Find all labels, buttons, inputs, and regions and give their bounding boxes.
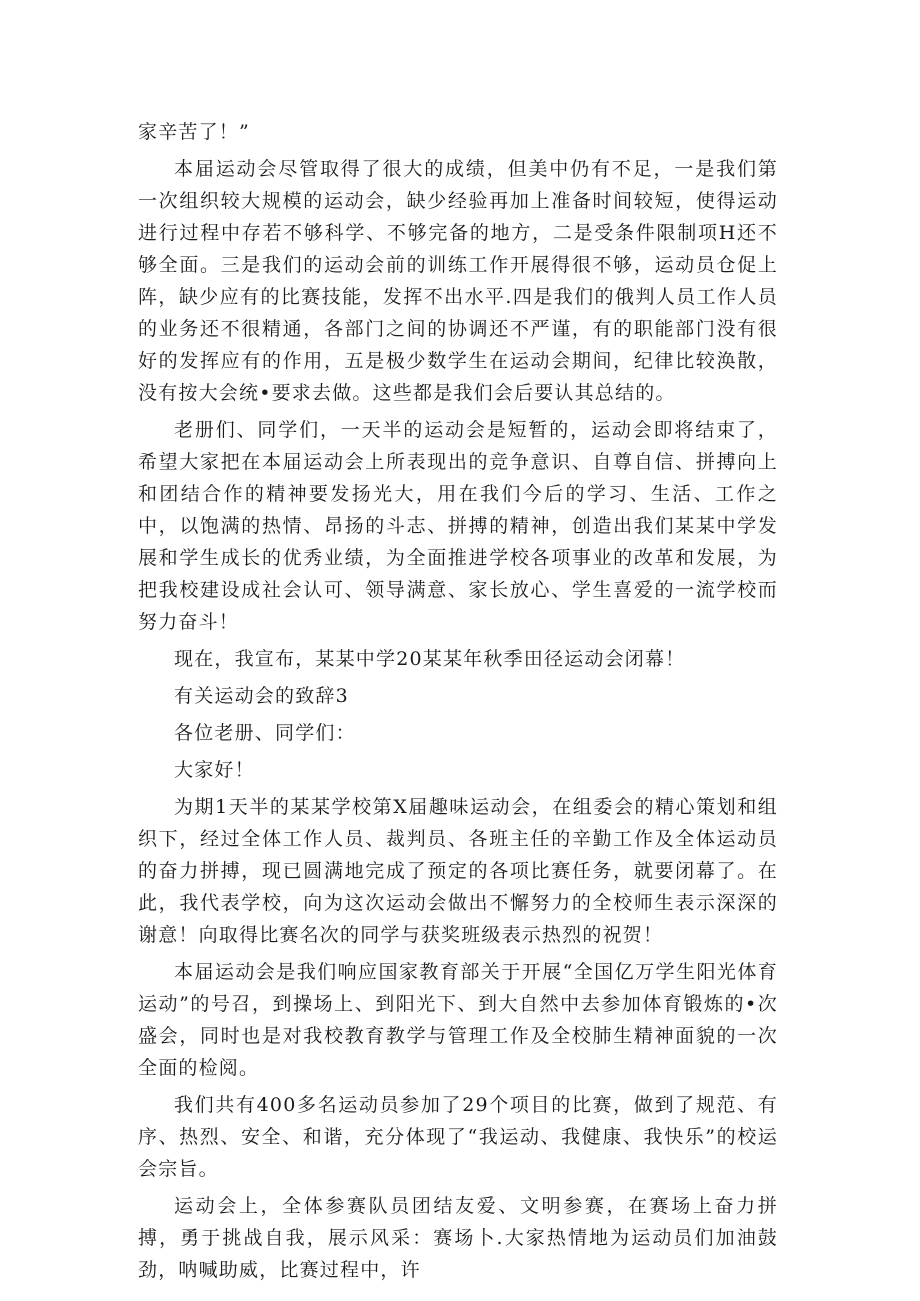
- paragraph-response: 本届运动会是我们响应国家教育部关于开展“全国亿万学生阳光体育运动”的号召，到操场上、到阳光下、到大自然中去参加体育锻炼的•次盛会，同时也是对我校教育教学与管理工作及全校肺生精神面貌的一次全面的检阅。: [138, 961, 778, 1079]
- paragraph-teamwork: 运动会上，全体参赛队员团结友爱、文明参赛，在赛场上奋力拼搏，勇于挑战自我，展示风采：赛场卜.大家热情地为运动员们加油鼓劲，呐喊助威，比赛过程中，许: [138, 1195, 778, 1281]
- greeting: 大家好！: [174, 759, 255, 781]
- paragraph-thanks: 为期1天半的某某学校第X届趣味运动会，在组委会的精心策划和组织下，经过全体工作人员、裁判员、各班主任的辛勤工作及全体运动员的奋力拼搏，现已圆满地完成了预定的各项比赛任务，就要闭幕了。在此，我代表学校，向为这次运动会做出不懈努力的全校师生表示深深的谢意！向取得比赛名次的同学与获奖班级表示热烈的祝贺！: [138, 796, 778, 946]
- salutation: 各位老册、同学们：: [174, 722, 356, 744]
- paragraph-closing-hope: 老册们、同学们，一天半的运动会是短暂的，运动会即将结束了，希望大家把在本届运动会上所表现出的竞争意识、自尊自信、拼搏向上和团结合作的精神要发扬光大，用在我们今后的学习、生活、工作之中，以饱满的热情、昂扬的斗志、拼搏的精神，创造出我们某某中学发展和学生成长的优秀业绩，为全面推进学校各项事业的改革和发展，为把我校建设成社会认可、领导满意、家长放心、学生喜爱的一流学校而努力奋斗！: [138, 419, 778, 633]
- section-heading: 有关运动会的致辞3: [174, 685, 349, 707]
- document-body: [138, 116, 778, 1286]
- paragraph-declaration: 现在，我宣布，某某中学20某某年秋季田径运动会闭幕！: [174, 648, 686, 670]
- paragraph-shortcomings: 本届运动会尽管取得了很大的成绩，但美中仍有不足，一是我们第一次组织较大规模的运动会，缺少经验再加上准备时间较短，使得运动进行过程中存若不够科学、不够完备的地方，二是受条件限制项H还不够全面。三是我们的运动会前的训练工作开展得很不够，运动员仓促上阵，缺少应有的比赛技能，发挥不出水平.四是我们的俄判人员工作人员的业务还不很精通，各部门之间的协调还不严谨，有的职能部门没有很好的发挥应有的作用，五是极少数学生在运动会期间，纪律比较涣散，没有按大会统•要求去做。这些都是我们会后要认其总结的。: [138, 158, 778, 404]
- paragraph-participants: 我们共有400多名运动员参加了29个项目的比赛，做到了规范、有序、热烈、安全、和谐，充分体现了“我运动、我健康、我快乐”的校运会宗旨。: [138, 1094, 778, 1180]
- paragraph-continuation: 家辛苦了！”: [138, 121, 250, 143]
